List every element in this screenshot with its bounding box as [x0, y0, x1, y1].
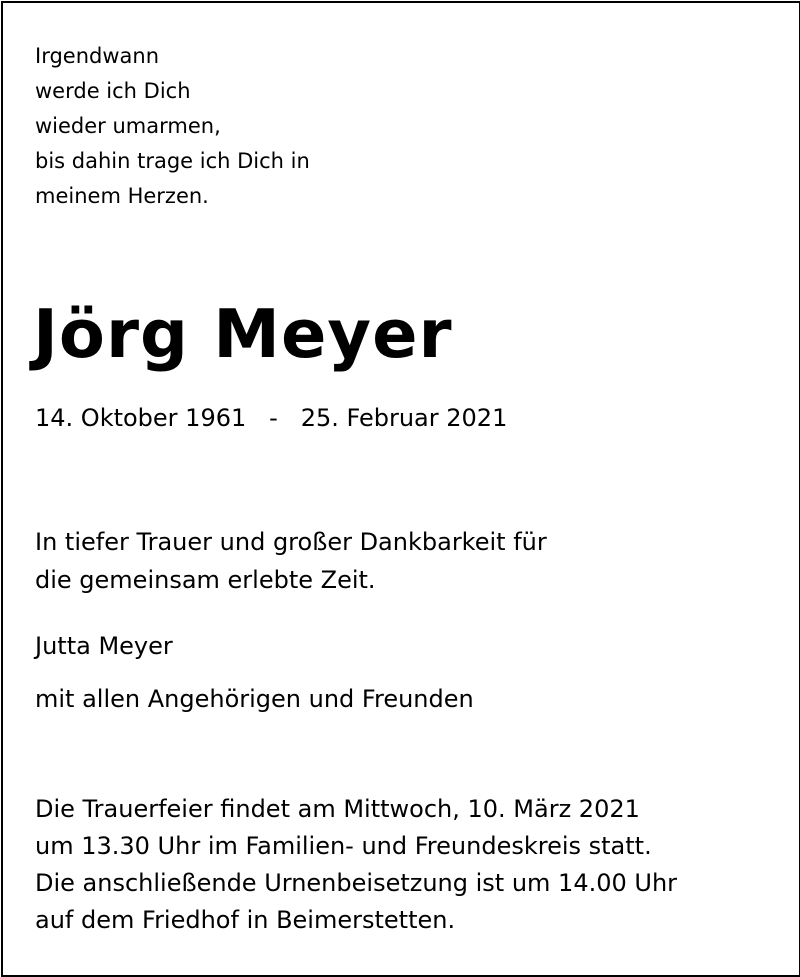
poem-verse	[35, 39, 310, 214]
ceremony-info	[35, 791, 677, 939]
mourning-line: die gemeinsam erlebte Zeit.	[35, 566, 376, 594]
life-dates: 14. Oktober 1961 - 25. Februar 2021	[35, 404, 508, 432]
poem-line: werde ich Dich	[35, 79, 191, 103]
ceremony-line: Die Trauerfeier findet am Mittwoch, 10. März 2021	[35, 795, 640, 823]
mourning-line: In tiefer Trauer und großer Dankbarkeit für	[35, 528, 547, 556]
ceremony-line: auf dem Friedhof in Beimerstetten.	[35, 906, 456, 934]
poem-line: Irgendwann	[35, 44, 160, 68]
poem-line: wieder umarmen,	[35, 114, 221, 138]
signer-name: Jutta Meyer	[35, 632, 173, 660]
ceremony-line: um 13.30 Uhr im Familien- und Freundeskreis statt.	[35, 832, 652, 860]
poem-line: meinem Herzen.	[35, 184, 209, 208]
ceremony-line: Die anschließende Urnenbeisetzung ist um 14.00 Uhr	[35, 869, 678, 897]
poem-line: bis dahin trage ich Dich in	[35, 149, 310, 173]
mourning-text	[35, 523, 547, 599]
family-line: mit allen Angehörigen und Freunden	[35, 685, 474, 713]
deceased-name: Jörg Meyer	[33, 295, 453, 373]
